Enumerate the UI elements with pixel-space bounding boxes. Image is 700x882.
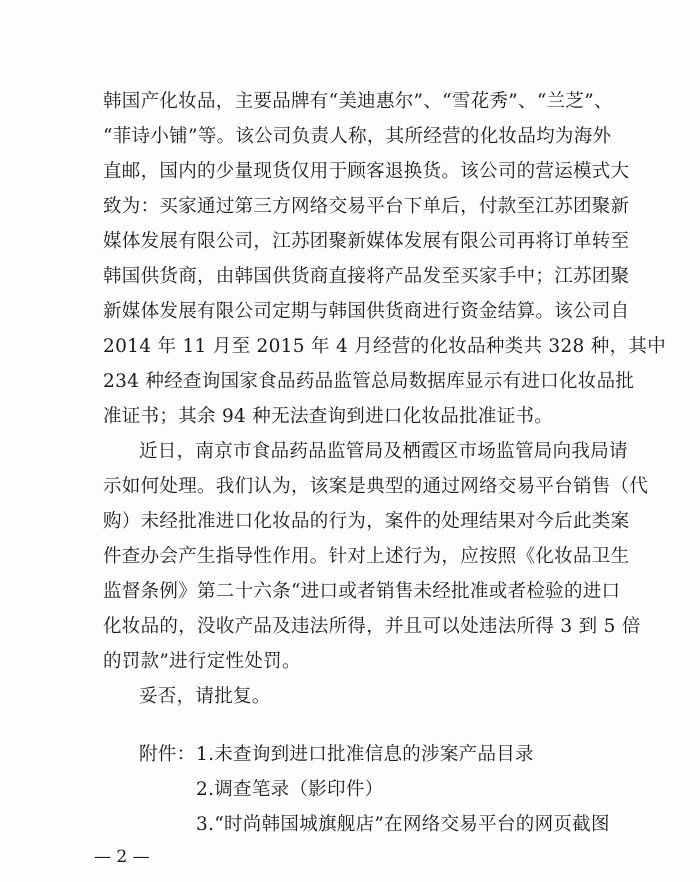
paragraph-line: 韩国产化妆品，主要品牌有“美迪惠尔”、“雪花秀”、“兰芝”、 [103, 91, 613, 112]
paragraph-line: 新媒体发展有限公司定期与韩国供货商进行资金结算。该公司自 [103, 301, 630, 322]
paragraph-line: 件查办会产生指导性作用。针对上述行为，应按照《化妆品卫生 [103, 546, 630, 567]
paragraph-line: 准证书；其余 94 种无法查询到进口化妆品批准证书。 [103, 406, 554, 427]
paragraph-line: “菲诗小铺”等。该公司负责人称，其所经营的化妆品均为海外 [103, 126, 612, 147]
attachment-item: 3.“时尚韩国城旗舰店”在网络交易平台的网页截图 [196, 814, 610, 835]
paragraph-line: 的罚款”进行定性处罚。 [103, 651, 301, 672]
attachments-label: 附件： [139, 744, 196, 765]
page-number: — 2 — [94, 847, 150, 867]
paragraph-line: 韩国供货商，由韩国供货商直接将产品发至买家手中；江苏团聚 [103, 266, 630, 287]
attachment-item: 1.未查询到进口批准信息的涉案产品目录 [196, 744, 534, 765]
paragraph-line: 2014 年 11 月至 2015 年 4 月经营的化妆品种类共 328 种，其中 [103, 336, 667, 357]
paragraph-line: 购）未经批准进口化妆品的行为，案件的处理结果对今后此类案 [103, 511, 630, 532]
paragraph-line: 234 种经查询国家食品药品监管总局数据库显示有进口化妆品批 [103, 371, 635, 392]
paragraph-line: 致为：买家通过第三方网络交易平台下单后，付款至江苏团聚新 [103, 196, 630, 217]
attachment-item: 2.调查笔录（影印件） [196, 779, 384, 800]
paragraph-line: 示如何处理。我们认为，该案是典型的通过网络交易平台销售（代 [103, 476, 649, 497]
paragraph-line: 近日，南京市食品药品监管局及栖霞区市场监管局向我局请 [139, 441, 628, 462]
paragraph-line: 媒体发展有限公司，江苏团聚新媒体发展有限公司再将订单转至 [103, 231, 630, 252]
paragraph-line: 监督条例》第二十六条“进口或者销售未经批准或者检验的进口 [103, 581, 621, 602]
closing-line: 妥否，请批复。 [139, 686, 271, 707]
paragraph-line: 直邮，国内的少量现货仅用于顾客退换货。该公司的营运模式大 [103, 161, 630, 182]
paragraph-line: 化妆品的，没收产品及违法所得，并且可以处违法所得 3 到 5 倍 [103, 616, 641, 637]
